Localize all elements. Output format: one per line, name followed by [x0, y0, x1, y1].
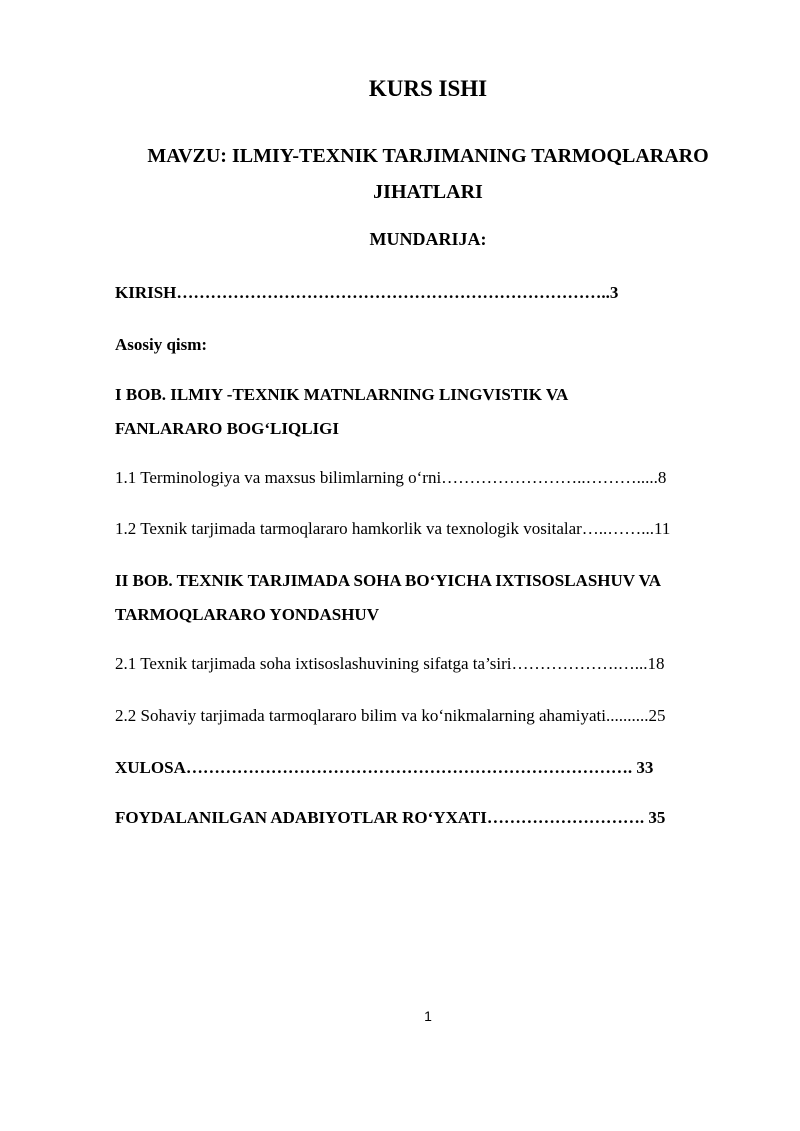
toc-chapter-1	[115, 378, 755, 446]
toc-chapter-1-line-2: FANLARARO BOG‘LIQLIGI	[115, 419, 340, 438]
toc-heading: MUNDARIJA:	[369, 229, 487, 249]
toc-entry-intro: KIRISH…………………………………………………………………..3	[115, 283, 619, 302]
topic-line-1: MAVZU: ILMIY-TEXNIK TARJIMANING TARMOQLARARO	[147, 145, 709, 167]
topic-line-2: JIHATLARI	[373, 181, 483, 203]
toc-entry-section-1-1: 1.1 Terminologiya va maxsus bilimlarning o‘rni……………………..……….....8	[115, 468, 667, 487]
toc-entry-section-1-2: 1.2 Texnik tarjimada tarmoqlararo hamkorlik va texnologik vositalar…..……...11	[115, 519, 671, 538]
toc-chapter-1-line-1: I BOB. ILMIY -TEXNIK MATNLARNING LINGVISTIK VA	[115, 385, 569, 404]
toc-entry-section-2-2: 2.2 Sohaviy tarjimada tarmoqlararo bilim va ko‘nikmalarning ahamiyati..........25	[115, 706, 666, 725]
page-number: 1	[424, 1008, 432, 1024]
toc-chapter-2-line-1: II BOB. TEXNIK TARJIMADA SOHA BO‘YICHA IXTISOSLASHUV VA	[115, 571, 662, 590]
toc-entry-section-2-1: 2.1 Texnik tarjimada soha ixtisoslashuvining sifatga ta’siri……………….…...18	[115, 654, 665, 673]
topic-heading	[0, 138, 800, 210]
document-title: KURS ISHI	[368, 76, 488, 101]
toc-chapter-2-line-2: TARMOQLARARO YONDASHUV	[115, 605, 379, 624]
toc-entry-conclusion: XULOSA……………………………………………………………………. 33	[115, 758, 654, 777]
toc-entry-references: FOYDALANILGAN ADABIYOTLAR RO‘YXATI………………………. 35	[115, 808, 666, 827]
toc-main-part-label: Asosiy qism:	[115, 335, 208, 354]
toc-chapter-2	[115, 564, 755, 632]
